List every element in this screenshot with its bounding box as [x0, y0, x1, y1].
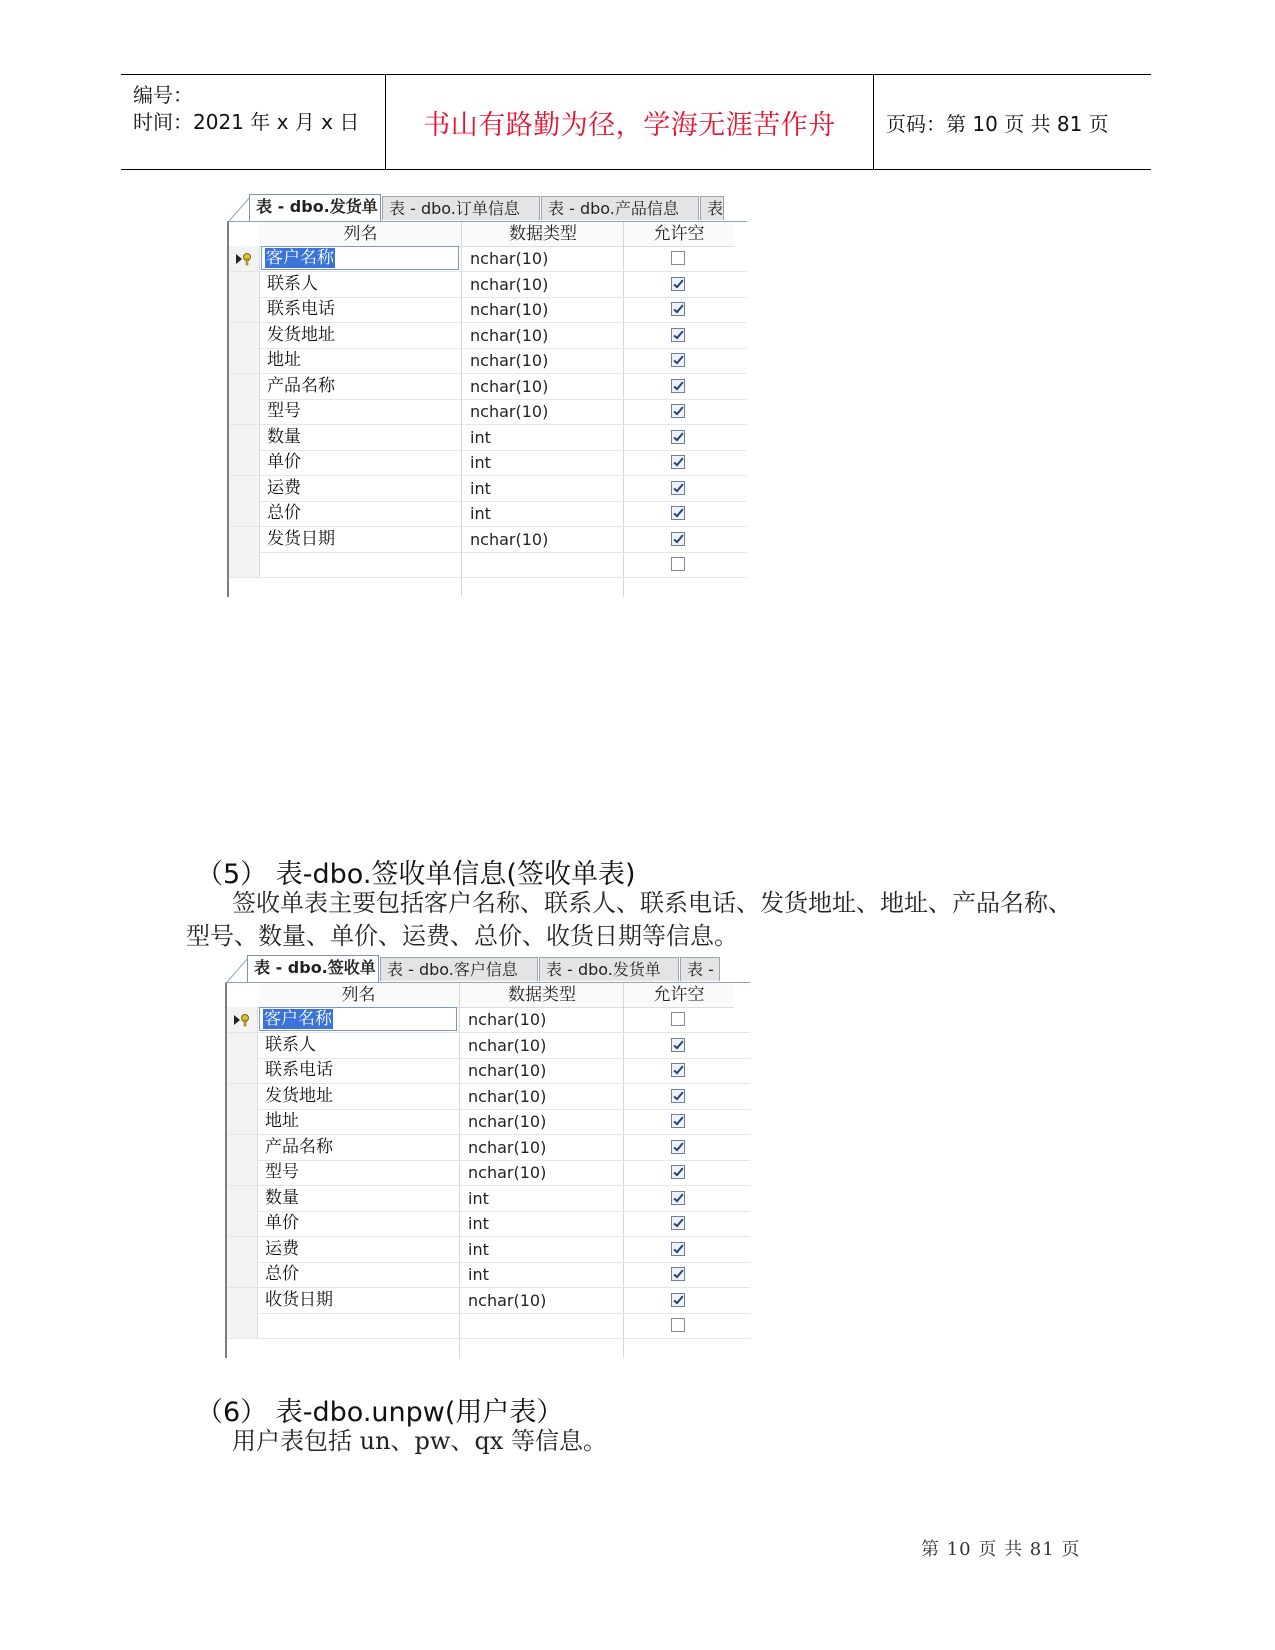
- column-name[interactable]: 型号: [267, 401, 301, 421]
- row-selector[interactable]: [229, 399, 260, 424]
- allow-nulls-checkbox[interactable]: [671, 1140, 685, 1154]
- column-name[interactable]: 联系电话: [267, 299, 335, 319]
- column-name[interactable]: [263, 1007, 333, 1032]
- row-selector[interactable]: [229, 501, 260, 526]
- table-row: [229, 399, 747, 425]
- row-selector[interactable]: [229, 297, 260, 322]
- allow-nulls-checkbox[interactable]: [671, 328, 685, 342]
- date-line: 时间：2021 年 x 月 x 日: [133, 110, 360, 134]
- column-data-type[interactable]: nchar(10): [470, 249, 549, 268]
- allow-nulls-checkbox[interactable]: [671, 455, 685, 469]
- column-data-type[interactable]: nchar(10): [468, 1061, 547, 1080]
- column-data-type[interactable]: int: [470, 504, 491, 523]
- row-selector[interactable]: [229, 348, 260, 373]
- column-header-0: 列名: [257, 983, 460, 1008]
- column-data-type[interactable]: nchar(10): [468, 1010, 547, 1029]
- column-name[interactable]: 总价: [265, 1264, 299, 1284]
- column-data-type[interactable]: nchar(10): [468, 1112, 547, 1131]
- row-selector[interactable]: [229, 246, 260, 271]
- allow-nulls-checkbox[interactable]: [671, 353, 685, 367]
- row-selector[interactable]: [227, 1135, 258, 1160]
- column-name[interactable]: 型号: [265, 1162, 299, 1182]
- table-row: [229, 272, 747, 298]
- column-name[interactable]: 数量: [265, 1187, 299, 1208]
- column-name[interactable]: 运费: [267, 477, 301, 498]
- header-right-cell: [874, 75, 1151, 169]
- allow-nulls-checkbox[interactable]: [671, 277, 685, 291]
- page-footer: 第 10 页 共 81 页: [921, 1539, 1081, 1560]
- column-data-type[interactable]: nchar(10): [470, 325, 549, 345]
- allow-nulls-checkbox[interactable]: [671, 1318, 685, 1332]
- table-designer-fahuodan: [227, 194, 747, 597]
- column-name[interactable]: 联系人: [267, 273, 318, 294]
- table-row: [229, 374, 747, 400]
- row-selector[interactable]: [229, 527, 260, 552]
- column-name[interactable]: 联系电话: [265, 1060, 333, 1080]
- allow-nulls-checkbox[interactable]: [671, 1012, 685, 1026]
- row-selector[interactable]: [227, 1186, 258, 1211]
- column-name[interactable]: 单价: [267, 452, 301, 472]
- row-selector[interactable]: [229, 425, 260, 450]
- table-row: [229, 425, 747, 451]
- column-data-type[interactable]: int: [470, 427, 491, 447]
- columns-grid: [225, 983, 750, 1358]
- table-row: [227, 1084, 750, 1110]
- column-data-type[interactable]: nchar(10): [470, 376, 549, 396]
- column-data-type[interactable]: int: [468, 1239, 489, 1259]
- column-data-type[interactable]: int: [470, 478, 491, 498]
- column-name[interactable]: 发货日期: [267, 528, 335, 549]
- header-motto-cell: [386, 75, 874, 169]
- table-row: [227, 1109, 750, 1135]
- table-row: [227, 1160, 750, 1186]
- table-row: [227, 1288, 750, 1314]
- row-selector[interactable]: [227, 1237, 258, 1262]
- section-5-heading: （5） 表-dbo.签收单信息(签收单表): [196, 859, 636, 890]
- section-5-para-line2: 型号、数量、单价、运费、总价、收货日期等信息。: [186, 922, 738, 950]
- allow-nulls-checkbox[interactable]: [671, 404, 685, 418]
- row-selector[interactable]: [227, 1007, 258, 1032]
- allow-nulls-checkbox[interactable]: [671, 251, 685, 265]
- table-row: [227, 1186, 750, 1212]
- allow-nulls-checkbox[interactable]: [671, 1191, 685, 1205]
- table-row: [229, 323, 747, 349]
- column-name[interactable]: 地址: [267, 350, 301, 370]
- allow-nulls-checkbox[interactable]: [671, 506, 685, 520]
- tab-0[interactable]: 表 - dbo.签收单: [247, 955, 379, 983]
- column-header-2: 允许空: [624, 222, 734, 247]
- column-header-1: 数据类型: [460, 983, 624, 1008]
- allow-nulls-checkbox[interactable]: [671, 1038, 685, 1052]
- row-selector[interactable]: [229, 552, 260, 577]
- column-data-type[interactable]: nchar(10): [470, 529, 549, 549]
- allow-nulls-checkbox[interactable]: [671, 1293, 685, 1307]
- table-row: [229, 348, 747, 374]
- column-name[interactable]: [265, 246, 335, 271]
- allow-nulls-checkbox[interactable]: [671, 532, 685, 546]
- row-selector[interactable]: [227, 1109, 258, 1134]
- tab-1[interactable]: 表 - dbo.订单信息: [382, 196, 540, 220]
- table-designer-qianshoudan: [225, 955, 750, 1358]
- section-6-heading: （6） 表-dbo.unpw(用户表）: [196, 1397, 564, 1428]
- motto-text: 书山有路勤为径，学海无涯苦作舟: [423, 110, 836, 141]
- allow-nulls-checkbox[interactable]: [671, 302, 685, 316]
- tab-3[interactable]: 表: [700, 196, 724, 220]
- primary-key-icon: [234, 1013, 254, 1027]
- row-selector[interactable]: [229, 476, 260, 501]
- column-header-1: 数据类型: [462, 222, 624, 247]
- column-name[interactable]: 联系人: [265, 1034, 316, 1055]
- column-header-0: 列名: [259, 222, 462, 247]
- column-data-type[interactable]: nchar(10): [468, 1163, 547, 1182]
- column-data-type[interactable]: nchar(10): [468, 1290, 547, 1310]
- table-row: [229, 527, 747, 553]
- table-row: [229, 246, 747, 272]
- row-selector[interactable]: [229, 323, 260, 348]
- tab-2[interactable]: 表 - dbo.产品信息: [541, 196, 699, 220]
- row-selector[interactable]: [229, 272, 260, 297]
- table-row: [229, 476, 747, 502]
- table-row: [229, 501, 747, 527]
- column-name[interactable]: 数量: [267, 426, 301, 447]
- column-name[interactable]: 发货地址: [267, 324, 335, 345]
- allow-nulls-checkbox[interactable]: [671, 1089, 685, 1103]
- tab-slant-decoration: [227, 194, 251, 221]
- column-data-type[interactable]: nchar(10): [468, 1137, 547, 1157]
- tab-1[interactable]: 表 - dbo.客户信息: [380, 957, 538, 981]
- allow-nulls-checkbox[interactable]: [671, 379, 685, 393]
- column-name[interactable]: 产品名称: [265, 1136, 333, 1157]
- table-row: [227, 1033, 750, 1059]
- column-name[interactable]: 产品名称: [267, 375, 335, 396]
- column-header-2: 允许空: [624, 983, 734, 1008]
- allow-nulls-checkbox[interactable]: [671, 481, 685, 495]
- allow-nulls-checkbox[interactable]: [671, 1242, 685, 1256]
- row-selector[interactable]: [227, 1288, 258, 1313]
- tab-2[interactable]: 表 - dbo.发货单: [539, 957, 679, 981]
- row-selector[interactable]: [229, 450, 260, 475]
- table-row: [227, 1313, 750, 1339]
- table-row: [229, 552, 747, 578]
- page-info: 页码：第 10 页 共 81 页: [886, 112, 1109, 136]
- tab-slant-decoration: [225, 955, 249, 982]
- row-selector[interactable]: [227, 1211, 258, 1236]
- table-row: [227, 1262, 750, 1288]
- tab-0[interactable]: 表 - dbo.发货单: [249, 194, 381, 222]
- allow-nulls-checkbox[interactable]: [671, 1216, 685, 1230]
- tab-3[interactable]: 表 -: [680, 957, 720, 981]
- column-data-type[interactable]: nchar(10): [468, 1035, 547, 1055]
- column-name[interactable]: 地址: [265, 1111, 299, 1131]
- allow-nulls-checkbox[interactable]: [671, 557, 685, 571]
- table-row: [227, 1135, 750, 1161]
- table-row: [229, 297, 747, 323]
- tab-strip: [225, 955, 750, 983]
- row-selector[interactable]: [229, 374, 260, 399]
- table-row: [227, 1237, 750, 1263]
- tab-strip: [227, 194, 747, 222]
- column-data-type[interactable]: nchar(10): [470, 300, 549, 319]
- column-data-type[interactable]: int: [468, 1188, 489, 1208]
- allow-nulls-checkbox[interactable]: [671, 1267, 685, 1281]
- allow-nulls-checkbox[interactable]: [671, 1165, 685, 1179]
- selected-text: 客户名称: [264, 1009, 332, 1029]
- section-5-para-line1: 签收单表主要包括客户名称、联系人、联系电话、发货地址、地址、产品名称、: [232, 889, 1072, 917]
- column-data-type[interactable]: int: [468, 1265, 489, 1284]
- serial-label: 编号：: [133, 83, 193, 107]
- row-selector[interactable]: [227, 1262, 258, 1287]
- header-left-cell: [121, 75, 386, 169]
- allow-nulls-checkbox[interactable]: [671, 430, 685, 444]
- column-name[interactable]: 运费: [265, 1238, 299, 1259]
- row-selector[interactable]: [227, 1084, 258, 1109]
- row-selector[interactable]: [227, 1160, 258, 1185]
- table-row: [229, 450, 747, 476]
- column-name[interactable]: 单价: [265, 1213, 299, 1233]
- columns-grid: [227, 222, 747, 597]
- column-name[interactable]: 收货日期: [265, 1289, 333, 1310]
- column-data-type[interactable]: int: [468, 1214, 489, 1233]
- section-6-para: 用户表包括 un、pw、qx 等信息。: [232, 1427, 607, 1455]
- table-row: [227, 1058, 750, 1084]
- allow-nulls-checkbox[interactable]: [671, 1114, 685, 1128]
- column-name[interactable]: 发货地址: [265, 1085, 333, 1106]
- allow-nulls-checkbox[interactable]: [671, 1063, 685, 1077]
- row-selector[interactable]: [227, 1313, 258, 1338]
- row-selector[interactable]: [227, 1033, 258, 1058]
- column-data-type[interactable]: nchar(10): [470, 402, 549, 421]
- column-data-type[interactable]: nchar(10): [470, 274, 549, 294]
- primary-key-icon: [236, 252, 256, 266]
- column-data-type[interactable]: nchar(10): [468, 1086, 547, 1106]
- table-row: [227, 1007, 750, 1033]
- table-row: [227, 1211, 750, 1237]
- selected-text: 客户名称: [266, 248, 334, 268]
- column-name[interactable]: 总价: [267, 503, 301, 523]
- page-header: [121, 74, 1151, 170]
- column-data-type[interactable]: nchar(10): [470, 351, 549, 370]
- row-selector[interactable]: [227, 1058, 258, 1083]
- column-data-type[interactable]: int: [470, 453, 491, 472]
